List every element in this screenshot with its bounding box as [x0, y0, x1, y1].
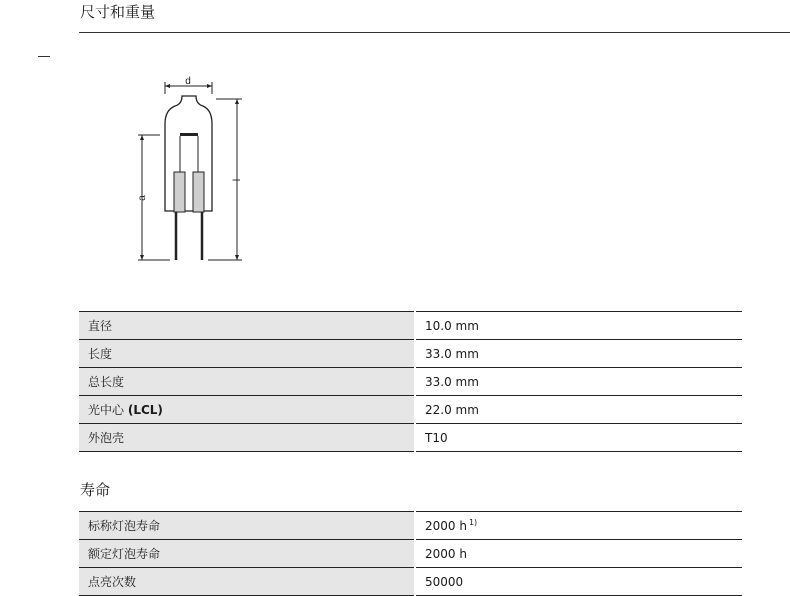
drawing-label-d: d — [185, 76, 191, 87]
label-text: 外泡壳 — [88, 431, 125, 445]
label-text: 直径 — [88, 319, 113, 333]
table-row — [79, 424, 742, 452]
label-text: 额定灯泡寿命 — [88, 547, 161, 561]
dash-mark — [38, 56, 50, 57]
row-value — [415, 396, 742, 424]
table-row — [79, 512, 742, 540]
table-row — [79, 340, 742, 368]
value-text: 50000 — [425, 575, 464, 589]
value-text: T10 — [425, 431, 448, 445]
row-value — [415, 424, 742, 452]
row-value — [415, 568, 742, 596]
dimensions-table — [79, 311, 742, 452]
row-label — [79, 368, 415, 396]
table-row — [79, 368, 742, 396]
row-value — [415, 368, 742, 396]
row-label — [79, 424, 415, 452]
label-text: 光中心 — [88, 403, 128, 417]
table-row — [79, 540, 742, 568]
label-text: 总长度 — [88, 375, 125, 389]
value-text: 10.0 mm — [425, 319, 479, 333]
lamp-dimension-drawing — [130, 74, 250, 266]
table-row — [79, 396, 742, 424]
row-label — [79, 512, 415, 540]
row-value — [415, 312, 742, 340]
life-section-title: 寿命 — [80, 481, 111, 499]
value-text: 33.0 mm — [425, 375, 479, 389]
row-label — [79, 396, 415, 424]
label-text: 长度 — [88, 347, 113, 361]
row-value — [415, 540, 742, 568]
row-value — [415, 340, 742, 368]
table-row — [79, 568, 742, 596]
value-text: 33.0 mm — [425, 347, 479, 361]
value-text: 2000 h — [425, 519, 467, 533]
life-table — [79, 511, 742, 596]
row-label — [79, 540, 415, 568]
label-text: 标称灯泡寿命 — [88, 519, 161, 533]
row-value — [415, 512, 742, 540]
row-label — [79, 312, 415, 340]
label-text: 点亮次数 — [88, 575, 137, 589]
value-text: 2000 h — [425, 547, 467, 561]
dimensions-section-title: 尺寸和重量 — [80, 3, 156, 21]
row-label — [79, 340, 415, 368]
table-row — [79, 312, 742, 340]
label-bold: (LCL) — [127, 403, 163, 417]
row-label — [79, 568, 415, 596]
value-text: 22.0 mm — [425, 403, 479, 417]
drawing-label-a: a — [137, 195, 148, 201]
section-divider — [79, 32, 790, 33]
drawing-label-l: l — [232, 178, 243, 182]
footnote-ref: 1) — [468, 518, 478, 527]
